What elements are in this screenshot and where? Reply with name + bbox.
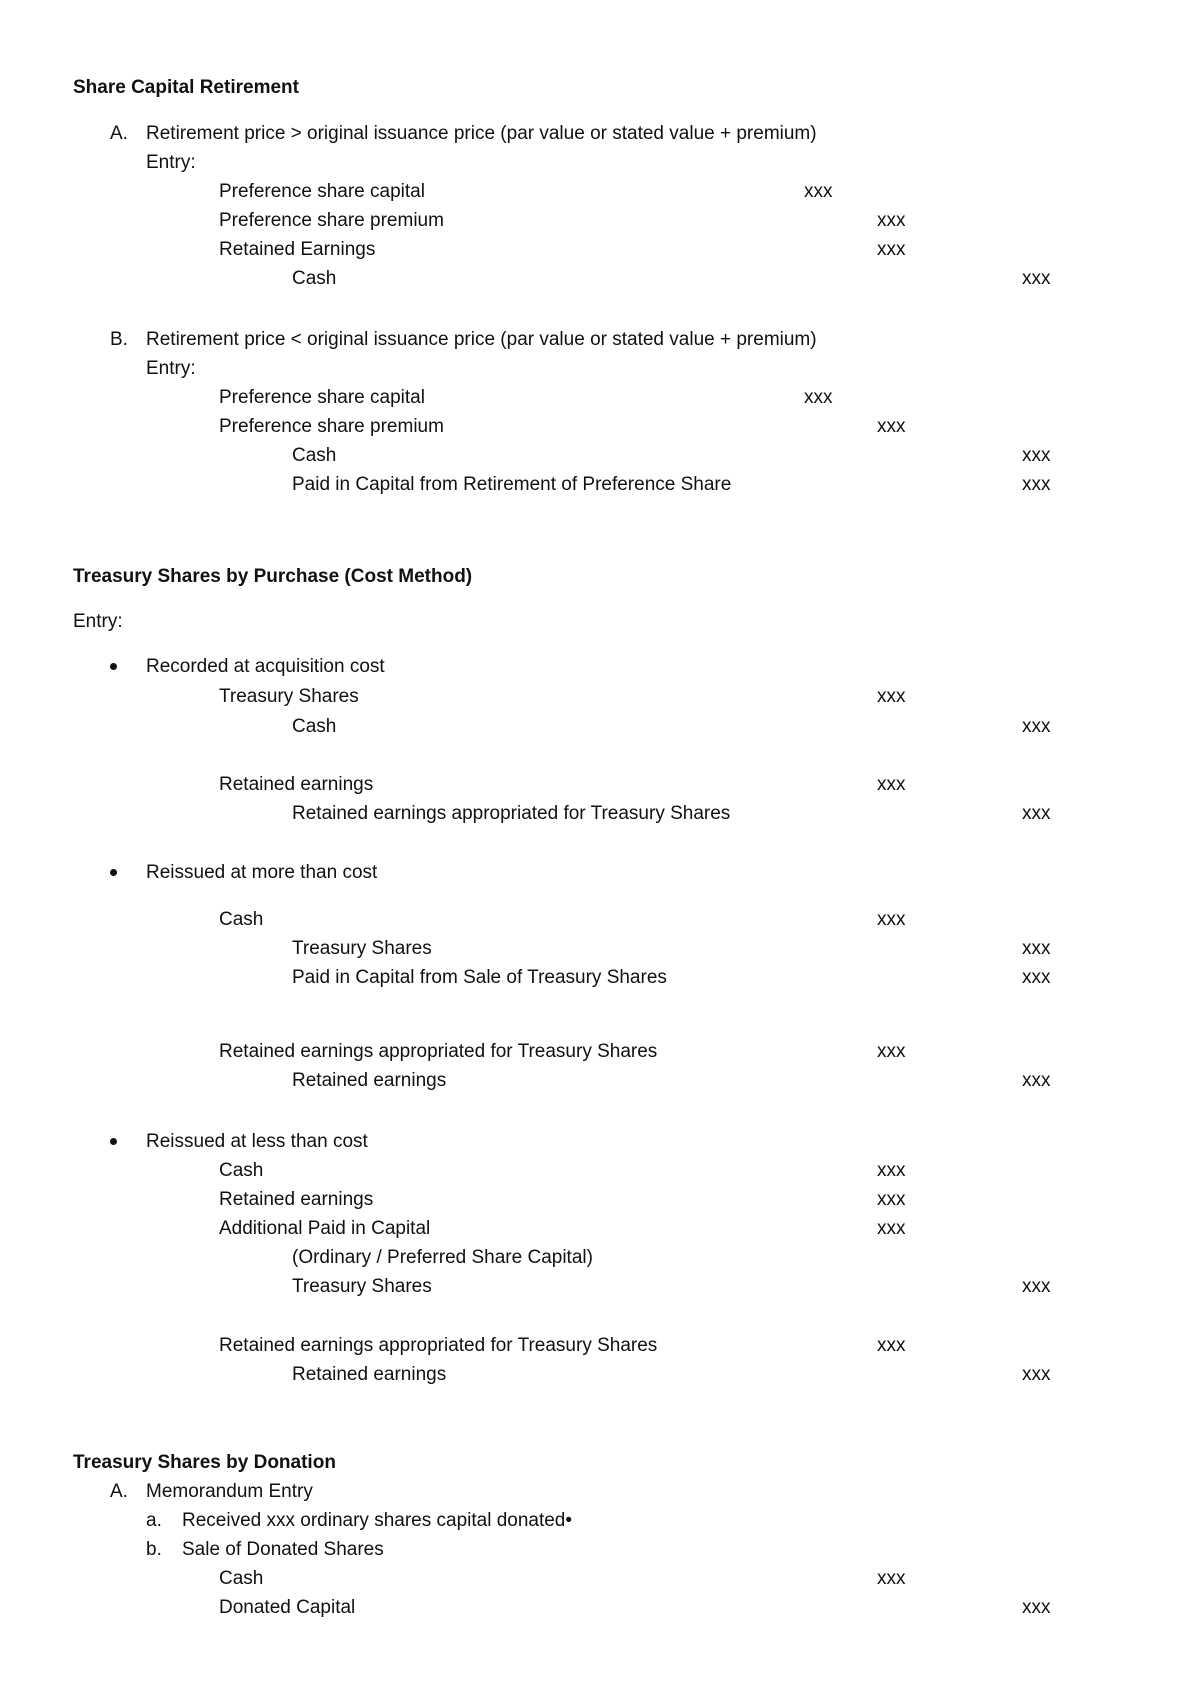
journal-account: Retained Earnings: [219, 239, 376, 260]
journal-account: Donated Capital: [219, 1597, 356, 1618]
journal-account: Retained earnings: [219, 774, 374, 795]
amount-cell: xxx: [877, 239, 906, 260]
bullet-icon: [110, 1138, 117, 1145]
journal-account: Cash: [219, 909, 264, 930]
list-marker-b: B.: [110, 329, 128, 350]
donation-item: Sale of Donated Shares: [182, 1539, 384, 1560]
retirement-case-a: Retirement price > original issuance price (par value or stated value + premium): [146, 123, 817, 144]
journal-account: Additional Paid in Capital: [219, 1218, 431, 1239]
section-heading-donation: Treasury Shares by Donation: [73, 1452, 336, 1473]
amount-cell: xxx: [1022, 474, 1051, 495]
journal-account: Retained earnings appropriated for Treasury Shares: [219, 1041, 658, 1062]
journal-account: Paid in Capital from Retirement of Preference Share: [292, 474, 732, 495]
amount-cell: xxx: [877, 1160, 906, 1181]
journal-account: Treasury Shares: [292, 1276, 432, 1297]
amount-cell: xxx: [1022, 716, 1051, 737]
journal-account: Retained earnings: [219, 1189, 374, 1210]
journal-account: Preference share capital: [219, 181, 425, 202]
list-marker-a: A.: [110, 123, 128, 144]
journal-account: Cash: [219, 1568, 264, 1589]
journal-account: Cash: [292, 445, 337, 466]
journal-account: Retained earnings appropriated for Treasury Shares: [292, 803, 731, 824]
list-marker-a: A.: [110, 1481, 128, 1502]
journal-account: Treasury Shares: [219, 686, 359, 707]
amount-cell: xxx: [1022, 268, 1051, 289]
journal-account: Preference share premium: [219, 416, 444, 437]
journal-account: (Ordinary / Preferred Share Capital): [292, 1247, 593, 1268]
amount-cell: xxx: [877, 1218, 906, 1239]
amount-cell: xxx: [877, 210, 906, 231]
journal-account: Retained earnings appropriated for Treasury Shares: [219, 1335, 658, 1356]
amount-cell: xxx: [1022, 1597, 1051, 1618]
bullet-item: Reissued at less than cost: [146, 1131, 368, 1152]
entry-label: Entry:: [146, 358, 196, 379]
journal-account: Cash: [292, 716, 337, 737]
amount-cell: xxx: [877, 1568, 906, 1589]
journal-account: Preference share capital: [219, 387, 425, 408]
amount-cell: xxx: [877, 416, 906, 437]
journal-account: Retained earnings: [292, 1070, 447, 1091]
bullet-icon: [110, 663, 117, 670]
retirement-case-b: Retirement price < original issuance price (par value or stated value + premium): [146, 329, 817, 350]
donation-item: Received xxx ordinary shares capital donated•: [182, 1510, 573, 1531]
journal-account: Preference share premium: [219, 210, 444, 231]
amount-cell: xxx: [804, 387, 833, 408]
section-heading-purchase: Treasury Shares by Purchase (Cost Method): [73, 566, 473, 587]
list-marker-sub-a: a.: [146, 1510, 162, 1531]
entry-label: Entry:: [146, 152, 196, 173]
amount-cell: xxx: [877, 774, 906, 795]
journal-account: Retained earnings: [292, 1364, 447, 1385]
journal-account: Paid in Capital from Sale of Treasury Shares: [292, 967, 667, 988]
journal-account: Cash: [292, 268, 337, 289]
amount-cell: xxx: [804, 181, 833, 202]
journal-account: Treasury Shares: [292, 938, 432, 959]
amount-cell: xxx: [877, 909, 906, 930]
section-heading-retirement: Share Capital Retirement: [73, 77, 299, 98]
amount-cell: xxx: [877, 686, 906, 707]
amount-cell: xxx: [877, 1189, 906, 1210]
amount-cell: xxx: [1022, 1070, 1051, 1091]
bullet-icon: [110, 869, 117, 876]
amount-cell: xxx: [1022, 967, 1051, 988]
journal-account: Cash: [219, 1160, 264, 1181]
memorandum-entry: Memorandum Entry: [146, 1481, 313, 1502]
entry-label: Entry:: [73, 611, 123, 632]
amount-cell: xxx: [877, 1335, 906, 1356]
bullet-item: Recorded at acquisition cost: [146, 656, 385, 677]
bullet-item: Reissued at more than cost: [146, 862, 378, 883]
amount-cell: xxx: [1022, 938, 1051, 959]
amount-cell: xxx: [877, 1041, 906, 1062]
list-marker-sub-b: b.: [146, 1539, 162, 1560]
amount-cell: xxx: [1022, 1276, 1051, 1297]
amount-cell: xxx: [1022, 1364, 1051, 1385]
amount-cell: xxx: [1022, 803, 1051, 824]
amount-cell: xxx: [1022, 445, 1051, 466]
